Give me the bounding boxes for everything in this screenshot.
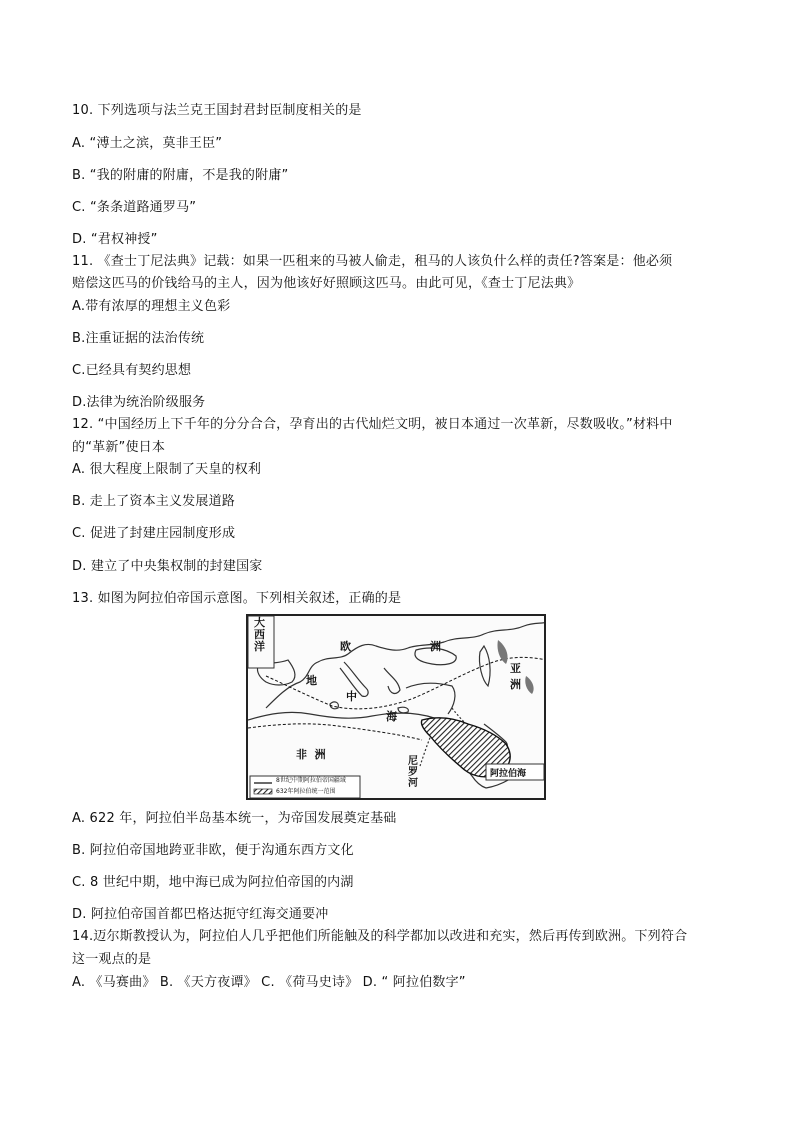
map-label-atlantic [254,617,265,653]
arabian-empire-map [246,614,546,800]
map-label-mediterranean-2: 海 [386,710,397,723]
question-11-option-d: D.法律为统治阶级服务 [72,395,206,410]
question-10-stem: 10. 下列选项与法兰克王国封君封臣制度相关的是 [72,103,362,118]
question-10-option-a: A. “溥土之滨，莫非王臣” [72,136,223,151]
question-10-option-b: B. “我的附庸的附庸，不是我的附庸” [72,168,289,183]
question-13-option-a: A. 622 年，阿拉伯半岛基本统一，为帝国发展奠定基础 [72,811,397,826]
question-11-stem-line2: 赔偿这匹马的价钱给马的主人，因为他该好好照顾这匹马。由此可见，《查士丁尼法典》 [72,276,581,291]
question-11-stem-line1: 11. 《查士丁尼法典》记载：如果一匹租来的马被人偷走，租马的人该负什么样的责任?答案是：他必须 [72,254,673,269]
question-13-stem: 13. 如图为阿拉伯帝国示意图。下列相关叙述，正确的是 [72,591,402,606]
question-11-option-b: B.注重证据的法治传统 [72,331,205,346]
question-12-option-c: C. 促进了封建庄园制度形成 [72,526,236,541]
map-label-mediterranean-1: 中 [346,690,357,703]
question-12-stem-line1: 12. “中国经历上下千年的分分合合，孕育出的古代灿烂文明，被日本通过一次革新，尽数吸收。”材料中 [72,417,673,432]
map-label-nile [408,756,418,789]
map-label-europe-2: 洲 [430,640,441,653]
question-14-stem-line1: 14.迈尔斯教授认为，阿拉伯人几乎把他们所能触及的科学都加以改进和充实，然后再传到欧洲。下列符合 [72,929,688,944]
map-legend-empire: 8世纪中期阿拉伯帝国疆域 [276,777,346,784]
map-label-atlantic-2: 西 [254,628,265,641]
map-label-africa: 非 洲 [296,748,326,761]
map-label-arabian-sea: 阿拉伯海 [490,769,527,779]
question-13-option-b: B. 阿拉伯帝国地跨亚非欧，便于沟通东西方文化 [72,843,354,858]
map-label-atlantic-3: 洋 [254,640,265,653]
question-12-stem-line2: 的“革新”使日本 [72,440,166,455]
map-label-atlantic-1: 大 [254,616,265,629]
question-11-option-a: A.带有浓厚的理想主义色彩 [72,299,231,314]
question-12-option-d: D. 建立了中央集权制的封建国家 [72,559,263,574]
question-10-option-d: D. “君权神授” [72,232,158,247]
map-label-asia-2: 洲 [510,678,521,691]
map-label-nile-3: 河 [408,778,418,789]
question-12-option-a: A. 很大程度上限制了天皇的权利 [72,462,262,477]
question-14-options: A. 《马赛曲》 B. 《天方夜谭》 C. 《荷马史诗》 D. “ 阿拉伯数字” [72,975,466,990]
question-13-option-c: C. 8 世纪中期，地中海已成为阿拉伯帝国的内湖 [72,875,354,890]
question-14-stem-line2: 这一观点的是 [72,952,152,967]
map-label-nile-2: 罗 [408,767,418,778]
map-label-di: 地 [306,674,317,687]
map-legend-unified: 632年阿拉伯统一范围 [276,788,336,795]
question-13-option-d: D. 阿拉伯帝国首都巴格达扼守红海交通要冲 [72,907,329,922]
map-label-nile-1: 尼 [408,756,418,767]
map-legend [276,777,346,795]
question-12-option-b: B. 走上了资本主义发展道路 [72,494,235,509]
map-label-europe-1: 欧 [340,640,351,653]
question-10-option-c: C. “条条道路通罗马” [72,200,197,215]
map-label-asia-1: 亚 [510,662,521,675]
question-11-option-c: C.已经具有契约思想 [72,363,192,378]
